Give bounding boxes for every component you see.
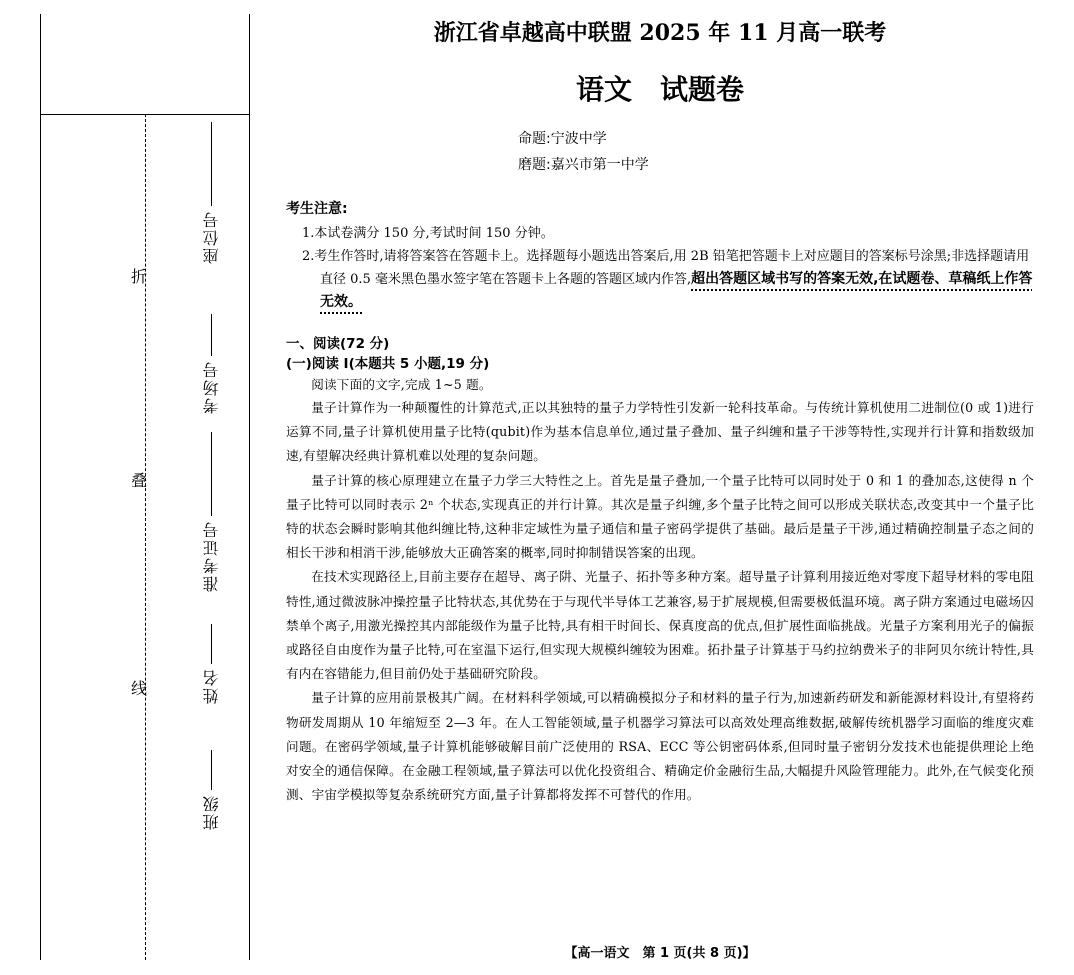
fold-char-3: 线: [130, 679, 147, 698]
passage-paragraph-1: 量子计算作为一种颠覆性的计算范式,正以其独特的量子力学特性引发新一轮科技革命。与传统计算机使用二进制位(0 或 1)进行运算不同,量子计算机使用量子比特(qubit)作为基本信息单位,通过量子叠加、量子纠缠和量子干涉等特性,实现并行计算和指数级加速,有望解决经典计算机难以处理的复杂问题。: [286, 400, 1034, 464]
notice-item-1: 1.本试卷满分 150 分,考试时间 150 分钟。: [302, 226, 554, 241]
seat-number-label: 座位号: [201, 210, 221, 264]
passage-paragraph-2: 量子计算的核心原理建立在量子力学三大特性之上。首先是量子叠加,一个量子比特可以同时处于 0 和 1 的叠加态,这使得 n 个量子比特可以同时表示 2ⁿ 个状态,实现真正的并行计算。其次是量子纠缠,多个量子比特之间可以形成关联状态,改变其中一个量子比特的状态会瞬时影响其他纠缠比特,这种非定域性为量子通信和量子密码学提供了基础。最后是量子干涉,通过精确控制量子态之间的相长干涉和相消干涉,能够放大正确答案的概率,同时抑制错误答案的出现。: [286, 472, 1034, 561]
binding-strip: [40, 14, 250, 960]
subject-name: 语文: [575, 73, 632, 106]
admission-number-field: [191, 432, 231, 596]
class-field: [191, 750, 231, 834]
student-name-label: 姓名: [201, 668, 221, 704]
notice-heading: 考生注意:: [286, 201, 348, 217]
fold-line: [145, 114, 146, 960]
notice-list: [286, 222, 1034, 314]
subject-title: [286, 70, 1034, 110]
paper-type: 试题卷: [660, 73, 745, 106]
fold-char-2: 叠: [130, 471, 147, 490]
seat-number-field: [191, 122, 231, 268]
exam-room-field: [191, 314, 231, 418]
fold-char-1: 折: [130, 267, 147, 286]
setter: 命题:宁波中学: [518, 131, 607, 147]
notice-item-2-text: 2.考生作答时,请将答案答在答题卡上。选择题每小题选出答案后,用 2B 铅笔把答题卡上对应题目的答案标号涂黑;非选择题请用直径 0.5 毫米黑色墨水签字笔在答题卡上各题的答题区域内作答,: [302, 249, 1030, 287]
section-heading: 一、阅读(72 分): [286, 336, 390, 352]
subsection-heading: (一)阅读 I(本题共 5 小题,19 分): [286, 356, 490, 372]
class-label: 班级: [201, 794, 221, 830]
credits: [518, 126, 1034, 178]
reading-instruction: 阅读下面的文字,完成 1~5 题。: [311, 377, 492, 392]
passage-paragraph-3: 在技术实现路径上,目前主要存在超导、离子阱、光量子、拓扑等多种方案。超导量子计算利用接近绝对零度下超导材料的零电阻特性,通过微波脉冲操控量子比特状态,其优势在于与现代半导体工艺兼容,易于扩展规模,但需要极低温环境。离子阱方案通过电磁场囚禁单个离子,用激光操控其内部能级作为量子比特,具有相干时间长、保真度高的优点,但扩展性面临挑战。光量子方案利用光子的偏振或路径自由度作为量子比特,可在室温下运行,但实现大规模纠缠较为困难。拓扑量子计算基于马约拉纳费米子的非阿贝尔统计特性,具有内在容错能力,但目前仍处于基础研究阶段。: [286, 569, 1034, 682]
admission-number-label: 准考证号: [201, 520, 221, 592]
reviewer: 磨题:嘉兴市第一中学: [518, 157, 649, 173]
class-line: [211, 750, 212, 790]
admission-number-line: [211, 432, 212, 516]
student-name-field: [191, 624, 231, 708]
seat-number-line: [211, 122, 212, 206]
notice-item-2: [286, 245, 1034, 314]
notice-item-2-emphasis: 超出答题区域书写的答案无效,在试题卷、草稿纸上作答无效。: [320, 271, 1033, 310]
page-footer: 【高一语文 第 1 页(共 8 页)】: [564, 946, 756, 961]
exam-room-line: [211, 314, 212, 356]
exam-title: 浙江省卓越高中联盟 2025 年 11 月高一联考: [433, 20, 887, 46]
exam-room-label: 考场号: [201, 360, 221, 414]
passage-paragraph-4: 量子计算的应用前景极其广阔。在材料科学领域,可以精确模拟分子和材料的量子行为,加速新药研发和新能源材料设计,有望将药物研发周期从 10 年缩短至 2—3 年。在人工智能领域,量子机器学习算法可以高效处理高维数据,破解传统机器学习面临的维度灾难问题。在密码学领域,量子计算机能够破解目前广泛使用的 RSA、ECC 等公钥密码体系,但同时量子密钥分发技术也能提供理论上绝对安全的通信保障。在金融工程领域,量子算法可以优化投资组合、精确定价金融衍生品,大幅提升风险管理能力。此外,在气候变化预测、宇宙学模拟等复杂系统研究方面,量子计算都将发挥不可替代的作用。: [286, 690, 1034, 803]
student-name-line: [211, 624, 212, 664]
exam-page: [286, 16, 1034, 807]
